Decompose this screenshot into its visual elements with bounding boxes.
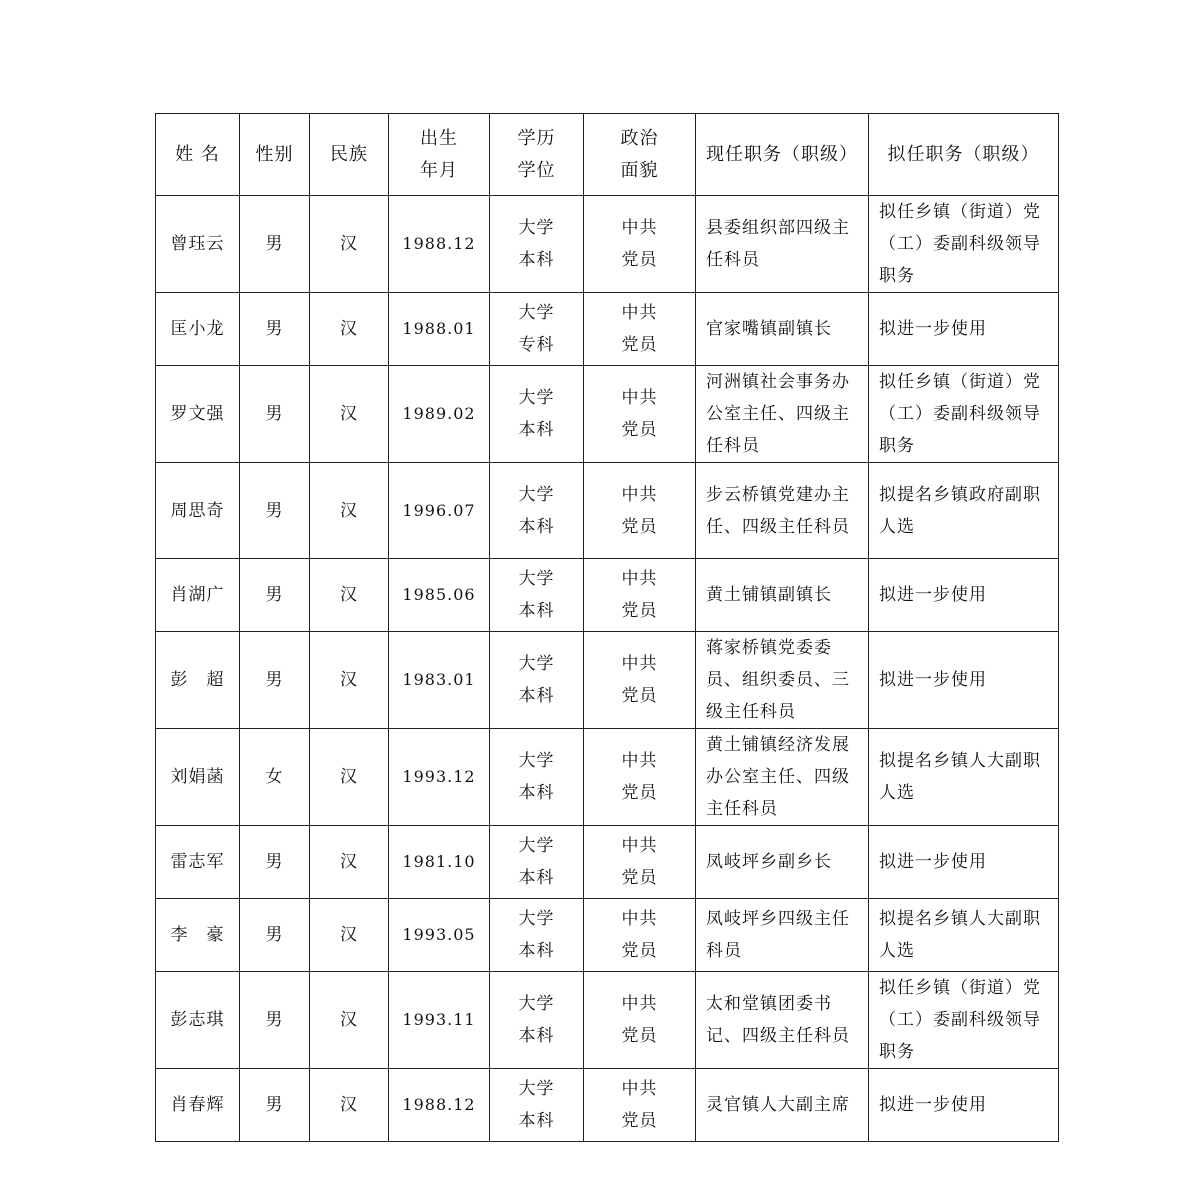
cell-ethnicity: 汉 (310, 463, 389, 559)
header-pol-line2: 面貌 (620, 159, 659, 181)
cell-education (490, 1069, 584, 1142)
cell-political-line1: 中共 (621, 218, 658, 238)
cell-political-line2: 党员 (621, 1111, 658, 1131)
cell-education (490, 632, 584, 729)
header-row (156, 114, 1059, 196)
cell-education-line1: 大学 (518, 1079, 555, 1099)
cell-political-line2: 党员 (621, 335, 658, 355)
cell-education (490, 196, 584, 293)
table-row (156, 972, 1059, 1069)
cell-political (584, 196, 696, 293)
cell-name: 彭志琪 (156, 972, 240, 1069)
table-body (156, 114, 1059, 1142)
header-name: 姓 名 (156, 114, 240, 196)
cell-birth: 1988.12 (389, 1069, 490, 1142)
cell-current-post: 步云桥镇党建办主任、四级主任科员 (696, 463, 869, 559)
cell-political-line2: 党员 (621, 420, 658, 440)
cell-birth: 1993.12 (389, 729, 490, 826)
cell-education-line2: 本科 (518, 868, 555, 888)
cell-education (490, 899, 584, 972)
cell-gender: 男 (240, 293, 310, 366)
table-row (156, 729, 1059, 826)
cell-political-line1: 中共 (621, 909, 658, 929)
cell-education-line1: 大学 (518, 836, 555, 856)
cell-proposed-post: 拟进一步使用 (869, 559, 1059, 632)
cell-political-line1: 中共 (621, 994, 658, 1014)
cell-proposed-post: 拟提名乡镇人大副职人选 (869, 729, 1059, 826)
table-row (156, 196, 1059, 293)
cell-political-line2: 党员 (621, 941, 658, 961)
cell-education-line1: 大学 (518, 751, 555, 771)
cell-name: 李 豪 (156, 899, 240, 972)
header-ethnicity: 民族 (310, 114, 389, 196)
cell-name: 周思奇 (156, 463, 240, 559)
cell-education-line2: 本科 (518, 420, 555, 440)
cell-political-line1: 中共 (621, 654, 658, 674)
cell-education-line2: 本科 (518, 941, 555, 961)
cell-birth: 1981.10 (389, 826, 490, 899)
cell-political (584, 1069, 696, 1142)
cell-education-line1: 大学 (518, 218, 555, 238)
header-current-post: 现任职务（职级） (696, 114, 869, 196)
cell-name: 曾珏云 (156, 196, 240, 293)
header-political (584, 114, 696, 196)
cell-education-line2: 本科 (518, 601, 555, 621)
table-row (156, 293, 1059, 366)
cell-political-line2: 党员 (621, 686, 658, 706)
header-edu-line1: 学历 (517, 127, 556, 149)
cell-political-line1: 中共 (621, 388, 658, 408)
cell-ethnicity: 汉 (310, 729, 389, 826)
cell-birth: 1988.12 (389, 196, 490, 293)
cell-political-line1: 中共 (621, 484, 658, 505)
cell-ethnicity: 汉 (310, 293, 389, 366)
cell-gender: 男 (240, 632, 310, 729)
cell-name: 肖春辉 (156, 1069, 240, 1142)
cell-gender: 男 (240, 899, 310, 972)
cell-ethnicity: 汉 (310, 1069, 389, 1142)
cell-gender: 男 (240, 1069, 310, 1142)
cell-education-line2: 本科 (518, 1111, 555, 1131)
cell-political (584, 899, 696, 972)
cell-education-line2: 本科 (518, 1026, 555, 1046)
cell-political-line1: 中共 (621, 1079, 658, 1099)
cell-gender: 男 (240, 463, 310, 559)
cell-political-line1: 中共 (621, 569, 658, 589)
header-edu-line2: 学位 (517, 159, 556, 181)
cell-current-post: 灵官镇人大副主席 (696, 1069, 869, 1142)
cell-gender: 女 (240, 729, 310, 826)
cell-education (490, 559, 584, 632)
cell-name: 刘娟菡 (156, 729, 240, 826)
cell-name: 匡小龙 (156, 293, 240, 366)
cell-education-line1: 大学 (518, 484, 555, 505)
header-birth-line1: 出生 (420, 127, 458, 149)
cell-proposed-post: 拟进一步使用 (869, 632, 1059, 729)
cell-education-line1: 大学 (518, 388, 555, 408)
cell-political (584, 632, 696, 729)
cell-current-post: 黄土铺镇副镇长 (696, 559, 869, 632)
cell-education (490, 729, 584, 826)
cell-political-line1: 中共 (621, 836, 658, 856)
cell-birth: 1985.06 (389, 559, 490, 632)
cell-current-post: 黄土铺镇经济发展办公室主任、四级主任科员 (696, 729, 869, 826)
table-row (156, 899, 1059, 972)
header-birth (389, 114, 490, 196)
cell-education-line1: 大学 (518, 909, 555, 929)
cell-political (584, 366, 696, 463)
table-row (156, 559, 1059, 632)
cell-education (490, 972, 584, 1069)
header-birth-line2: 年月 (420, 159, 458, 181)
cell-ethnicity: 汉 (310, 366, 389, 463)
cell-birth: 1983.01 (389, 632, 490, 729)
cell-gender: 男 (240, 972, 310, 1069)
header-pol-line1: 政治 (620, 127, 659, 149)
table-row (156, 1069, 1059, 1142)
cell-education-line1: 大学 (518, 994, 555, 1014)
cell-education-line2: 本科 (518, 686, 555, 706)
cell-current-post: 官家嘴镇副镇长 (696, 293, 869, 366)
cell-gender: 男 (240, 559, 310, 632)
cell-political (584, 729, 696, 826)
cell-ethnicity: 汉 (310, 196, 389, 293)
cell-education (490, 826, 584, 899)
cell-current-post: 凤岐坪乡四级主任科员 (696, 899, 869, 972)
cell-political-line2: 党员 (621, 868, 658, 888)
cell-political-line2: 党员 (621, 601, 658, 621)
cell-proposed-post: 拟提名乡镇政府副职人选 (869, 463, 1059, 559)
cell-name: 肖湖广 (156, 559, 240, 632)
cell-political (584, 972, 696, 1069)
table-row (156, 632, 1059, 729)
cell-ethnicity: 汉 (310, 632, 389, 729)
cell-education-line2: 本科 (518, 250, 555, 270)
cell-proposed-post: 拟进一步使用 (869, 1069, 1059, 1142)
cell-name: 雷志军 (156, 826, 240, 899)
cell-political-line1: 中共 (621, 303, 658, 323)
cell-political (584, 826, 696, 899)
cell-birth: 1993.05 (389, 899, 490, 972)
cell-proposed-post: 拟任乡镇（街道）党（工）委副科级领导职务 (869, 972, 1059, 1069)
cell-education-line1: 大学 (518, 569, 555, 589)
cell-proposed-post: 拟任乡镇（街道）党（工）委副科级领导职务 (869, 366, 1059, 463)
cell-education (490, 463, 584, 559)
cell-birth: 1988.01 (389, 293, 490, 366)
cell-birth: 1989.02 (389, 366, 490, 463)
cell-education-line2: 本科 (518, 516, 555, 537)
cell-name: 罗文强 (156, 366, 240, 463)
cell-current-post: 河洲镇社会事务办公室主任、四级主任科员 (696, 366, 869, 463)
cell-ethnicity: 汉 (310, 559, 389, 632)
cell-current-post: 蒋家桥镇党委委员、组织委员、三级主任科员 (696, 632, 869, 729)
cell-proposed-post: 拟提名乡镇人大副职人选 (869, 899, 1059, 972)
cell-political-line2: 党员 (621, 1026, 658, 1046)
cell-name: 彭 超 (156, 632, 240, 729)
cell-gender: 男 (240, 366, 310, 463)
cell-political-line2: 党员 (621, 783, 658, 803)
cell-birth: 1996.07 (389, 463, 490, 559)
cell-gender: 男 (240, 826, 310, 899)
cell-education-line1: 大学 (518, 303, 555, 323)
cell-political-line2: 党员 (621, 516, 658, 537)
header-gender: 性别 (240, 114, 310, 196)
cell-political-line2: 党员 (621, 250, 658, 270)
cell-proposed-post: 拟任乡镇（街道）党（工）委副科级领导职务 (869, 196, 1059, 293)
cell-ethnicity: 汉 (310, 899, 389, 972)
cell-birth: 1993.11 (389, 972, 490, 1069)
cell-political (584, 559, 696, 632)
cell-proposed-post: 拟进一步使用 (869, 826, 1059, 899)
cell-gender: 男 (240, 196, 310, 293)
cell-political (584, 293, 696, 366)
cell-education (490, 293, 584, 366)
header-proposed-post: 拟任职务（职级） (869, 114, 1059, 196)
table-row (156, 463, 1059, 559)
cell-proposed-post: 拟进一步使用 (869, 293, 1059, 366)
cell-education (490, 366, 584, 463)
personnel-table (155, 113, 1059, 1142)
cell-ethnicity: 汉 (310, 972, 389, 1069)
cell-current-post: 太和堂镇团委书记、四级主任科员 (696, 972, 869, 1069)
cell-current-post: 凤岐坪乡副乡长 (696, 826, 869, 899)
cell-education-line1: 大学 (518, 654, 555, 674)
cell-political (584, 463, 696, 559)
cell-current-post: 县委组织部四级主任科员 (696, 196, 869, 293)
cell-education-line2: 专科 (518, 335, 555, 355)
cell-education-line2: 本科 (518, 783, 555, 803)
header-education (490, 114, 584, 196)
table-row (156, 826, 1059, 899)
table-row (156, 366, 1059, 463)
cell-political-line1: 中共 (621, 751, 658, 771)
cell-ethnicity: 汉 (310, 826, 389, 899)
